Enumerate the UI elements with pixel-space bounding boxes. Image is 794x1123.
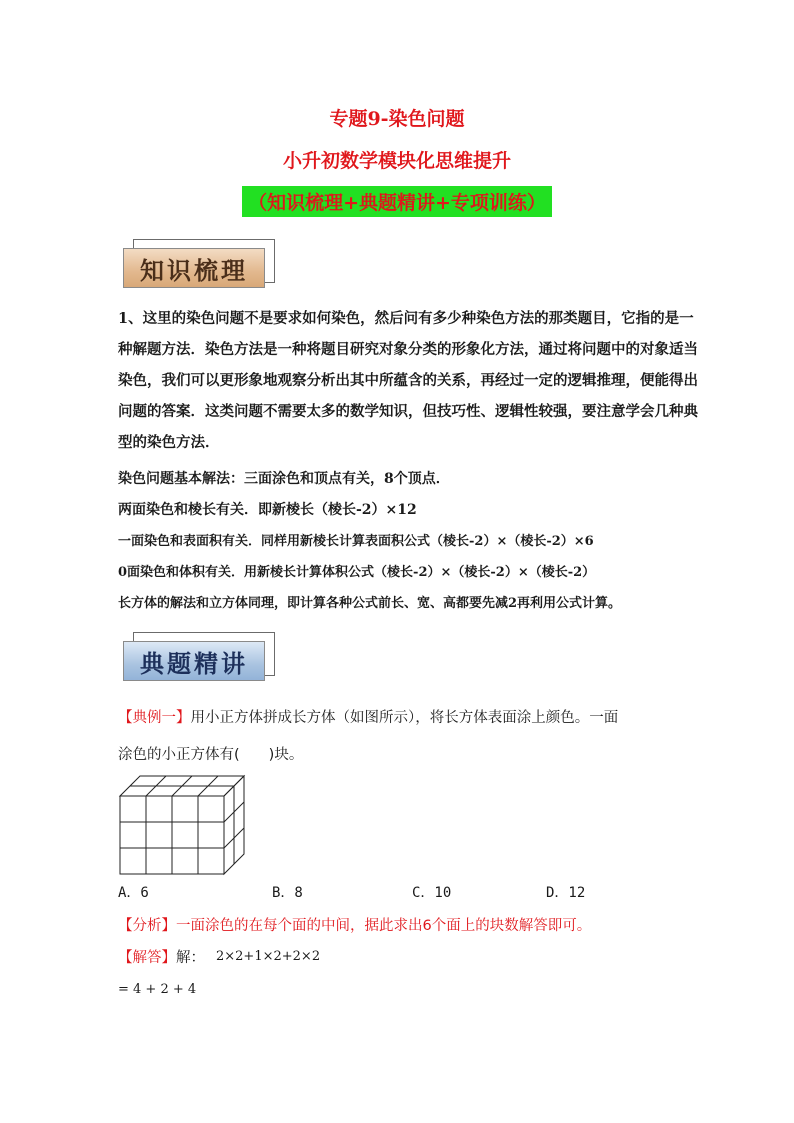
tagline-highlight: （知识梳理+典题精讲+专项训练）	[242, 186, 552, 217]
rule-line-4: 0面染色和体积有关．用新棱长计算体积公式（棱长-2）×（棱长-2）×（棱长-2）	[118, 565, 596, 580]
option-b: B．8	[272, 885, 303, 901]
knowledge-banner	[123, 239, 275, 289]
tagline-wrap	[0, 186, 794, 217]
example-question-line-1	[118, 706, 618, 727]
examples-banner-label: 典题精讲	[123, 641, 265, 681]
analysis-line	[118, 914, 591, 935]
knowledge-paragraph-text: 1、这里的染色问题不是要求如何染色，然后问有多少种染色方法的那类题目，它指的是一种解题方法．染色方法是一种将题目研究对象分类的形象化方法，通过将问题中的对象适当染色，我们可以更形象地观察分析出其中所蕴含的关系，再经过一定的逻辑推理，便能得出问题的答案．这类问题不需要太多的数学知识，但技巧性、逻辑性较强，要注意学会几种典型的染色方法．	[118, 310, 698, 451]
option-c: C．10	[412, 885, 452, 901]
rule-line-2: 两面染色和棱长有关．即新棱长（棱长-2）×12	[118, 502, 417, 518]
option-a: A．6	[118, 885, 149, 901]
answer-line	[118, 946, 205, 967]
rule-line-1: 染色问题基本解法：三面涂色和顶点有关，8个顶点．	[118, 471, 450, 487]
option-d: D．12	[546, 885, 586, 901]
example-tag: 【典例一】	[118, 710, 191, 726]
examples-banner	[123, 632, 275, 682]
rule-line-3: 一面染色和表面积有关．同样用新棱长计算表面积公式（棱长-2）×（棱长-2）×6	[118, 534, 594, 549]
page-title: 专题9-染色问题	[329, 108, 465, 130]
question-text-2: 涂色的小正方体有( )块。	[118, 747, 304, 763]
answer-prefix: 解：	[176, 950, 205, 966]
answer-formula: 2×2+1×2+2×2	[216, 949, 321, 964]
answer-step: = 4 + 2 + 4	[118, 982, 197, 997]
rule-line-5: 长方体的解法和立方体同理，即计算各种公式前长、宽、高都要先减2再利用公式计算。	[118, 596, 622, 611]
question-text-1: 用小正方体拼成长方体（如图所示），将长方体表面涂上颜色。一面	[190, 710, 619, 726]
knowledge-paragraph	[118, 303, 698, 458]
page-subtitle: 小升初数学模块化思维提升	[282, 150, 511, 172]
answer-tag: 【解答】	[118, 950, 176, 966]
analysis-tag: 【分析】	[118, 918, 176, 934]
cuboid-figure	[116, 772, 250, 876]
analysis-text: 一面涂色的在每个面的中间，据此求出6个面上的块数解答即可。	[176, 918, 592, 934]
knowledge-banner-label: 知识梳理	[123, 248, 265, 288]
